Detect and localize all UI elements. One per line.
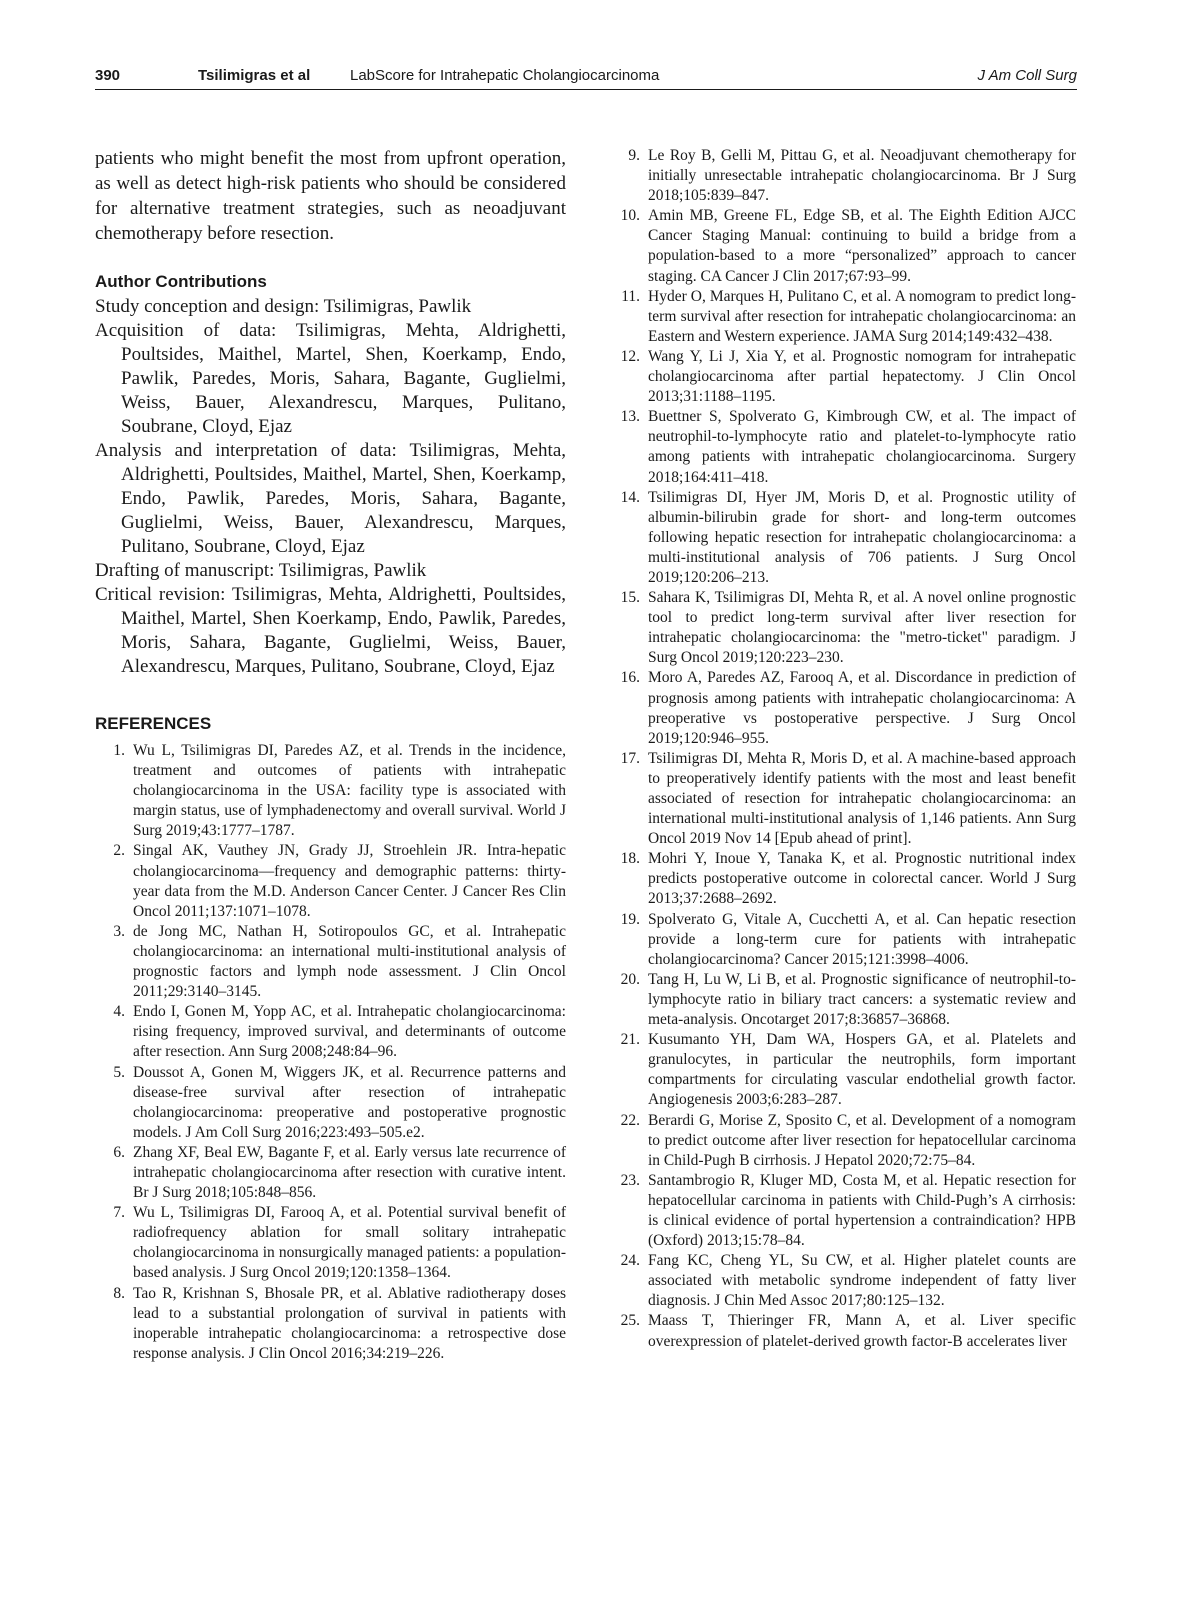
header-journal: J Am Coll Surg [977,67,1077,84]
reference-text: Berardi G, Morise Z, Sposito C, et al. Development of a nomogram to predict outcome after liver resection for hepatocellular carcinoma in Child-Pugh B cirrhosis. J Hepatol 2020;72:75–84. [648,1111,1076,1169]
reference-number: 10. [620,207,640,225]
reference-item [610,206,1076,286]
reference-text: Tang H, Lu W, Li B, et al. Prognostic significance of neutrophil-to-lymphocyte ratio in biliary tract cancers: a systematic review and meta-analysis. Oncotarget 2017;8:36857–36868. [648,970,1076,1029]
reference-item [610,588,1076,668]
contribution-item: Critical revision: Tsilimigras, Mehta, Aldrighetti, Poultsides, Maithel, Martel, Shen Koerkamp, Endo, Pawlik, Paredes, Moris, Sahara, Bagante, Guglielmi, Weiss, Bauer, Alexandrescu, Marques, Pulitano, Soubrane, Cloyd, Ejaz [95,584,566,677]
reference-number: 1. [113,742,125,759]
reference-item [95,1284,566,1364]
reference-text: Amin MB, Greene FL, Edge SB, et al. The Eighth Edition AJCC Cancer Staging Manual: continuing to build a bridge from a population-based to a more “personalized” approach to cancer staging. CA Cancer J Clin 2017;67:93–99. [648,207,1076,285]
reference-item [610,488,1076,588]
reference-item [610,970,1076,1030]
reference-number: 22. [620,1111,640,1129]
reference-item [610,407,1076,487]
reference-number: 16. [620,669,640,687]
reference-number: 17. [620,749,640,767]
reference-number: 13. [620,408,640,426]
reference-number: 9. [628,147,640,164]
reference-number: 24. [620,1252,640,1270]
contribution-item: Drafting of manuscript: Tsilimigras, Pawlik [95,560,427,581]
reference-item [610,146,1076,206]
reference-item [610,910,1076,970]
reference-item [610,1251,1076,1311]
running-header [95,66,1077,90]
reference-text: Wu L, Tsilimigras DI, Paredes AZ, et al. Trends in the incidence, treatment and outcomes of patients with intrahepatic cholangiocarcinoma in the USA: facility type is associated with margin status, use of lymphadenectomy and overall survival. World J Surg 2019;43:1777–1787. [133,742,566,840]
header-article-title: LabScore for Intrahepatic Cholangiocarcinoma [350,67,660,84]
reference-text: Moro A, Paredes AZ, Farooq A, et al. Discordance in prediction of prognosis among patients with intrahepatic cholangiocarcinoma: A preoperative vs postoperative perspective. J Surg Oncol 2019;120:946–955. [648,669,1076,747]
reference-item [610,668,1076,748]
author-contributions-list [95,295,566,679]
reference-item [610,749,1076,849]
reference-number: 14. [620,488,640,506]
reference-item [610,1311,1076,1351]
reference-number: 4. [113,1003,125,1021]
reference-text: Kusumanto YH, Dam WA, Hospers GA, et al. Platelets and granulocytes, in particular the neutrophils, form important compartments for circulating vascular endothelial growth factor. Angiogenesis 2003;6:283–287. [648,1031,1076,1109]
reference-text: Wu L, Tsilimigras DI, Farooq A, et al. Potential survival benefit of radiofrequency ablation for small solitary intrahepatic cholangiocarcinoma in nonsurgically managed patients: a population-based analysis. J Surg Oncol 2019;120:1358–1364. [133,1204,566,1282]
reference-number: 6. [113,1143,125,1161]
reference-item [95,1002,566,1062]
contribution-item: Acquisition of data: Tsilimigras, Mehta, Aldrighetti, Poultsides, Maithel, Martel, Shen, Koerkamp, Endo, Pawlik, Paredes, Moris, Sahara, Bagante, Guglielmi, Weiss, Bauer, Alexandrescu, Marques, Pulitano, Soubrane, Cloyd, Ejaz [95,320,566,437]
reference-number: 21. [620,1031,640,1049]
contribution-item: Study conception and design: Tsilimigras, Pawlik [95,296,472,317]
reference-item [95,841,566,921]
reference-number: 20. [620,970,640,988]
reference-number: 5. [113,1063,125,1081]
right-column [610,146,1076,1352]
reference-number: 23. [620,1171,640,1189]
reference-text: Doussot A, Gonen M, Wiggers JK, et al. Recurrence patterns and disease-free survival after resection of intrahepatic cholangiocarcinoma: preoperative and postoperative prognostic models. J Am Coll Surg 2016;223:493–505.e2. [133,1063,566,1141]
reference-item [95,1063,566,1143]
intro-paragraph: patients who might benefit the most from upfront operation, as well as detect high-risk patients who should be considered for alternative treatment strategies, such as neoadjuvant chemotherapy before resection. [95,148,566,244]
reference-number: 2. [113,842,125,860]
reference-text: Tao R, Krishnan S, Bhosale PR, et al. Ablative radiotherapy doses lead to a substantial prolongation of survival in patients with inoperable intrahepatic cholangiocarcinoma: a retrospective dose response analysis. J Clin Oncol 2016;34:219–226. [133,1284,566,1362]
reference-text: Mohri Y, Inoue Y, Tanaka K, et al. Prognostic nutritional index predicts postoperative outcome in colorectal cancer. World J Surg 2013;37:2688–2692. [648,850,1076,908]
reference-text: Tsilimigras DI, Mehta R, Moris D, et al. A machine-based approach to preoperatively identify patients with the most and least benefit associated of resection for intrahepatic cholangiocarcinoma: an international multi-institutional analysis of 1,146 patients. Ann Surg Oncol 2019 Nov 14 [Epub ahead of print]. [648,749,1076,848]
contribution-item: Analysis and interpretation of data: Tsilimigras, Mehta, Aldrighetti, Poultsides, Maithel, Martel, Shen, Koerkamp, Endo, Pawlik, Paredes, Moris, Sahara, Bagante, Guglielmi, Weiss, Bauer, Alexandrescu, Marques, Pulitano, Soubrane, Cloyd, Ejaz [95,440,566,557]
reference-item [95,1203,566,1283]
reference-item [95,1143,566,1203]
page-number: 390 [95,67,121,84]
reference-number: 15. [620,589,640,607]
author-contributions-heading: Author Contributions [95,272,267,291]
reference-text: Maass T, Thieringer FR, Mann A, et al. Liver specific overexpression of platelet-derived growth factor-B accelerates liver [648,1312,1076,1350]
reference-text: Singal AK, Vauthey JN, Grady JJ, Stroehlein JR. Intra-hepatic cholangiocarcinoma—frequency and demographic patterns: thirty-year data from the M.D. Anderson Cancer Center. J Cancer Res Clin Oncol 2011;137:1071–1078. [133,842,566,920]
references-heading: REFERENCES [95,714,212,733]
reference-text: Fang KC, Cheng YL, Su CW, et al. Higher platelet counts are associated with metabolic syndrome independent of fatty liver diagnosis. J Chin Med Assoc 2017;80:125–132. [648,1252,1076,1310]
reference-text: Buettner S, Spolverato G, Kimbrough CW, et al. The impact of neutrophil-to-lymphocyte ratio and platelet-to-lymphocyte ratio among patients with intrahepatic cholangiocarcinoma. Surgery 2018;164:411–418. [648,408,1076,486]
reference-item [95,741,566,841]
reference-number: 11. [621,287,640,305]
reference-text: Spolverato G, Vitale A, Cucchetti A, et al. Can hepatic resection provide a long-term cure for patients with intrahepatic cholangiocarcinoma? Cancer 2015;121:3998–4006. [648,910,1076,968]
header-authors: Tsilimigras et al [198,67,311,84]
reference-item [610,1111,1076,1171]
reference-text: Santambrogio R, Kluger MD, Costa M, et al. Hepatic resection for hepatocellular carcinoma in patients with Child-Pugh’s A cirrhosis: is clinical evidence of portal hypertension a contraindication? HPB (Oxford) 2013;15:78–84. [648,1171,1076,1250]
reference-text: Hyder O, Marques H, Pulitano C, et al. A nomogram to predict long-term survival after resection for intrahepatic cholangiocarcinoma: an Eastern and Western experience. JAMA Surg 2014;149:432–438. [648,287,1076,345]
reference-number: 8. [113,1284,125,1302]
reference-number: 18. [620,850,640,868]
reference-text: Le Roy B, Gelli M, Pittau G, et al. Neoadjuvant chemotherapy for initially unresectable intrahepatic cholangiocarcinoma. Br J Surg 2018;105:839–847. [648,147,1076,205]
reference-number: 19. [620,910,640,928]
reference-text: Endo I, Gonen M, Yopp AC, et al. Intrahepatic cholangiocarcinoma: rising frequency, improved survival, and determinants of outcome after resection. Ann Surg 2008;248:84–96. [133,1003,566,1061]
reference-number: 7. [113,1204,125,1222]
reference-item [610,287,1076,347]
references-list-left [95,741,566,1364]
reference-item [95,922,566,1002]
reference-item [610,1171,1076,1251]
reference-text: Wang Y, Li J, Xia Y, et al. Prognostic nomogram for intrahepatic cholangiocarcinoma after partial hepatectomy. J Clin Oncol 2013;31:1188–1195. [648,347,1076,406]
reference-text: Tsilimigras DI, Hyer JM, Moris D, et al. Prognostic utility of albumin-bilirubin grade for short- and long-term outcomes following hepatic resection for intrahepatic cholangiocarcinoma: a multi-institutional analysis of 706 patients. J Surg Oncol 2019;120:206–213. [648,488,1076,586]
reference-number: 25. [620,1312,640,1330]
reference-number: 3. [113,922,125,940]
reference-item [610,347,1076,407]
references-list-right [610,146,1076,1352]
reference-item [610,849,1076,909]
reference-number: 12. [620,347,640,365]
reference-item [610,1030,1076,1110]
left-column [95,146,566,1364]
header-divider [95,89,1077,90]
reference-text: Zhang XF, Beal EW, Bagante F, et al. Early versus late recurrence of intrahepatic cholangiocarcinoma after resection with curative intent. Br J Surg 2018;105:848–856. [133,1143,566,1202]
reference-text: de Jong MC, Nathan H, Sotiropoulos GC, et al. Intrahepatic cholangiocarcinoma: an international multi-institutional analysis of prognostic factors and lymph node assessment. J Clin Oncol 2011;29:3140–3145. [133,922,566,1001]
reference-text: Sahara K, Tsilimigras DI, Mehta R, et al. A novel online prognostic tool to predict long-term survival after liver resection for intrahepatic cholangiocarcinoma: the "metro-ticket" paradigm. J Surg Oncol 2019;120:223–230. [648,589,1076,667]
